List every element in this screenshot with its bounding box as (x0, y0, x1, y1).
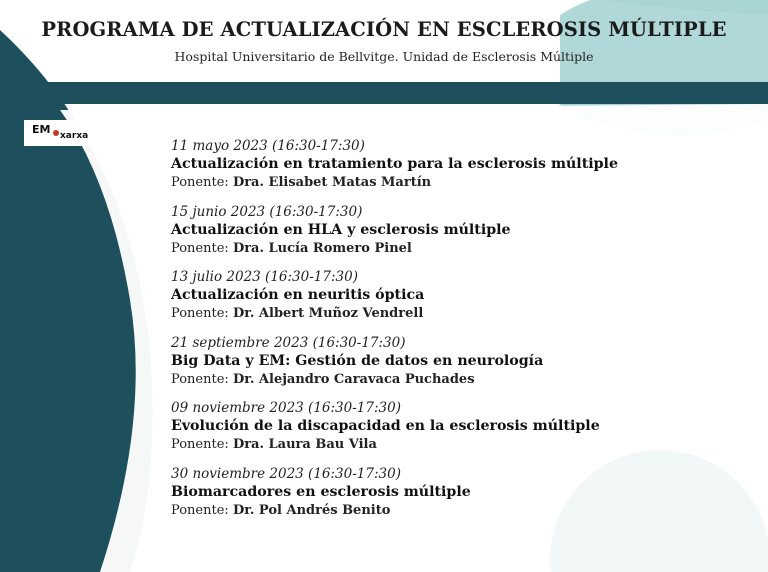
speaker-prefix: Ponente: (171, 371, 229, 387)
session-item (171, 334, 751, 389)
session-item (171, 399, 751, 454)
session-item (171, 268, 751, 323)
speaker-prefix: Ponente: (171, 175, 229, 190)
session-speaker (171, 502, 751, 520)
session-item (171, 203, 751, 258)
session-date: 11 mayo 2023 (16:30-17:30) (171, 138, 365, 154)
session-date: 30 noviembre 2023 (16:30-17:30) (171, 465, 401, 482)
speaker-prefix: Ponente: (171, 502, 229, 518)
page-subtitle: Hospital Universitario de Bellvitge. Unidad de Esclerosis Múltiple (174, 49, 594, 64)
session-item (171, 465, 751, 520)
session-topic: Evolución de la discapacidad en la esclerosis múltiple (171, 418, 600, 434)
session-topic: Actualización en neuritis óptica (171, 287, 425, 303)
session-topic: Actualización en tratamiento para la esclerosis múltiple (171, 156, 618, 172)
speaker-name: Dra. Laura Bau Vila (232, 437, 377, 452)
session-topic: Biomarcadores en esclerosis múltiple (171, 483, 471, 500)
session-speaker (171, 240, 751, 258)
speaker-name: Dra. Lucía Romero Pinel (232, 240, 412, 256)
session-list (171, 137, 751, 530)
logo-em-text: EM (32, 123, 51, 136)
session-speaker (171, 174, 751, 192)
speaker-prefix: Ponente: (171, 437, 229, 452)
speaker-prefix: Ponente: (171, 240, 229, 256)
page-title: PROGRAMA DE ACTUALIZACIÓN EN ESCLEROSIS MÚLTIPLE (41, 18, 727, 41)
session-topic: Actualización en HLA y esclerosis múltiple (171, 221, 511, 238)
speaker-name: Dr. Alejandro Caravaca Puchades (232, 371, 475, 387)
logo-xarxa-text: xarxa (60, 131, 89, 141)
session-speaker (171, 371, 751, 389)
header-white-cover (0, 0, 560, 82)
speaker-name: Dr. Albert Muñoz Vendrell (232, 306, 424, 321)
speaker-name: Dra. Elisabet Matas Martín (232, 175, 432, 190)
session-date: 13 julio 2023 (16:30-17:30) (171, 269, 358, 285)
session-item (171, 137, 751, 192)
session-date: 15 junio 2023 (16:30-17:30) (171, 203, 363, 220)
session-date: 09 noviembre 2023 (16:30-17:30) (171, 400, 401, 416)
speaker-prefix: Ponente: (171, 306, 229, 321)
session-speaker (171, 305, 751, 323)
session-date: 21 septiembre 2023 (16:30-17:30) (171, 334, 406, 351)
session-speaker (171, 436, 751, 454)
logo-dot-icon (53, 130, 59, 136)
speaker-name: Dr. Pol Andrés Benito (232, 502, 391, 518)
session-topic: Big Data y EM: Gestión de datos en neurología (171, 352, 544, 369)
dark-band (0, 82, 768, 104)
emxarxa-logo (24, 120, 94, 146)
